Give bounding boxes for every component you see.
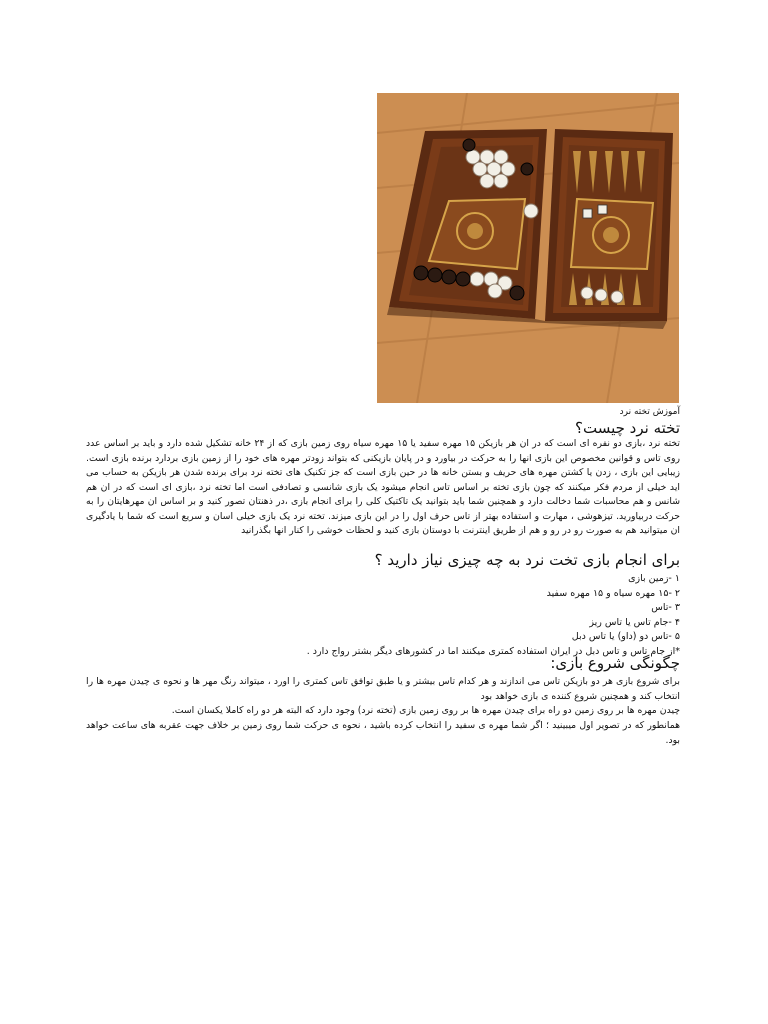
list-item-note: *از جام تاس و تاس دبل در ایران استفاده کمتری میکنند اما در کشورهای دیگر بشتر رواج دارد .: [306, 645, 680, 657]
requirements-list: [86, 572, 680, 659]
section-paragraph: چیدن مهره ها بر روی زمین دو راه برای چیدن مهره ها بر روی زمین بازی (تخته نرد) وجود دارد که البته هر دو راه کاملا یکسان است.: [171, 705, 680, 716]
section-heading-what-is-backgammon: تخته نرد چیست؟: [575, 419, 680, 437]
backgammon-board-photo: [377, 93, 679, 403]
section-heading-requirements: برای انجام بازی تخت نرد به چه چیزی نیاز دارید ؟: [374, 551, 680, 569]
list-item: ۵ -تاس دو (داو) یا تاس دبل: [571, 631, 680, 642]
image-caption: آموزش تخته نرد: [619, 407, 680, 417]
list-item: ۴ -جام تاس یا تاس ریز: [589, 616, 680, 628]
section-paragraph: همانطور که در تصویر اول میبینید ؛ اگر شما مهره ی سفید را انتخاب کرده باشید ، نحوه ی حرکت شما روی زمین بر خلاف جهت عقربه های ساعت خواهد بود.: [86, 720, 680, 746]
section-paragraph: تخته نرد ،بازی دو نفره ای است که در ان هر بازیکن ۱۵ مهره سفید یا ۱۵ مهره سیاه روی زمین بازی که از ۲۴ خانه تشکیل شده دارد و باید بر اساس عدد روی تاس و قوانین مخصوص این بازی انها را به حرکت در بیاورد و در پایان بازیکنی که بتواند زودتر مهره های خود را از زمین بازی بردارد برنده بازی است. زیبایی این بازی ، زدن یا کشتن مهره های حریف و بستن خانه ها در حین بازی است که جز تکنیک های تخته نرد برای برنده شدن هر بازیکن به حساب می اید خیلی از مردم فکر میکنند که چون بازی تخته بر اساس تاس انجام میشود یک بازی شانسی و تصادفی است اما تخته نرد ،بازی ای است که در ان هم شانس و هم محاسبات شما دخالت دارد و همچنین شما باید بتوانید یک تاکتیک کلی را برای انجام بازی ،در ذهنتان تصور کنید و بر اساس ان مهرهایتان را به حرکت دربیاورید. تیزهوشی ، مهارت و استفاده بهتر از تاس حرف اول را در این بازی میزند. تخته نرد یک بازی خیلی اسان و سریع است که شما با یادگیری ان میتوانید هم به صورت رو در رو و هم از طریق اینترنت با دوستان بازی کنید و لحظات خوشی را کنار انها بگذرانید: [86, 438, 680, 536]
list-item: ۱ -زمین بازی: [628, 573, 680, 584]
list-item: ۳ -تاس: [651, 602, 680, 613]
section-heading-how-to-start: چگونگی شروع بازی:: [550, 654, 680, 672]
section-paragraph: برای شروع بازی هر دو بازیکن تاس می اندازند و هر کدام تاس بیشتر و یا طبق توافق تاس کمتری را اورد ، میتواند رنگ مهر ها و نحوه ی چیدن مهره ها را انتخاب کند و همچنین شروع کننده ی بازی خواهد بود: [86, 676, 680, 702]
list-item: ۲ -۱۵ مهره سیاه و ۱۵ مهره سفید: [546, 587, 680, 599]
